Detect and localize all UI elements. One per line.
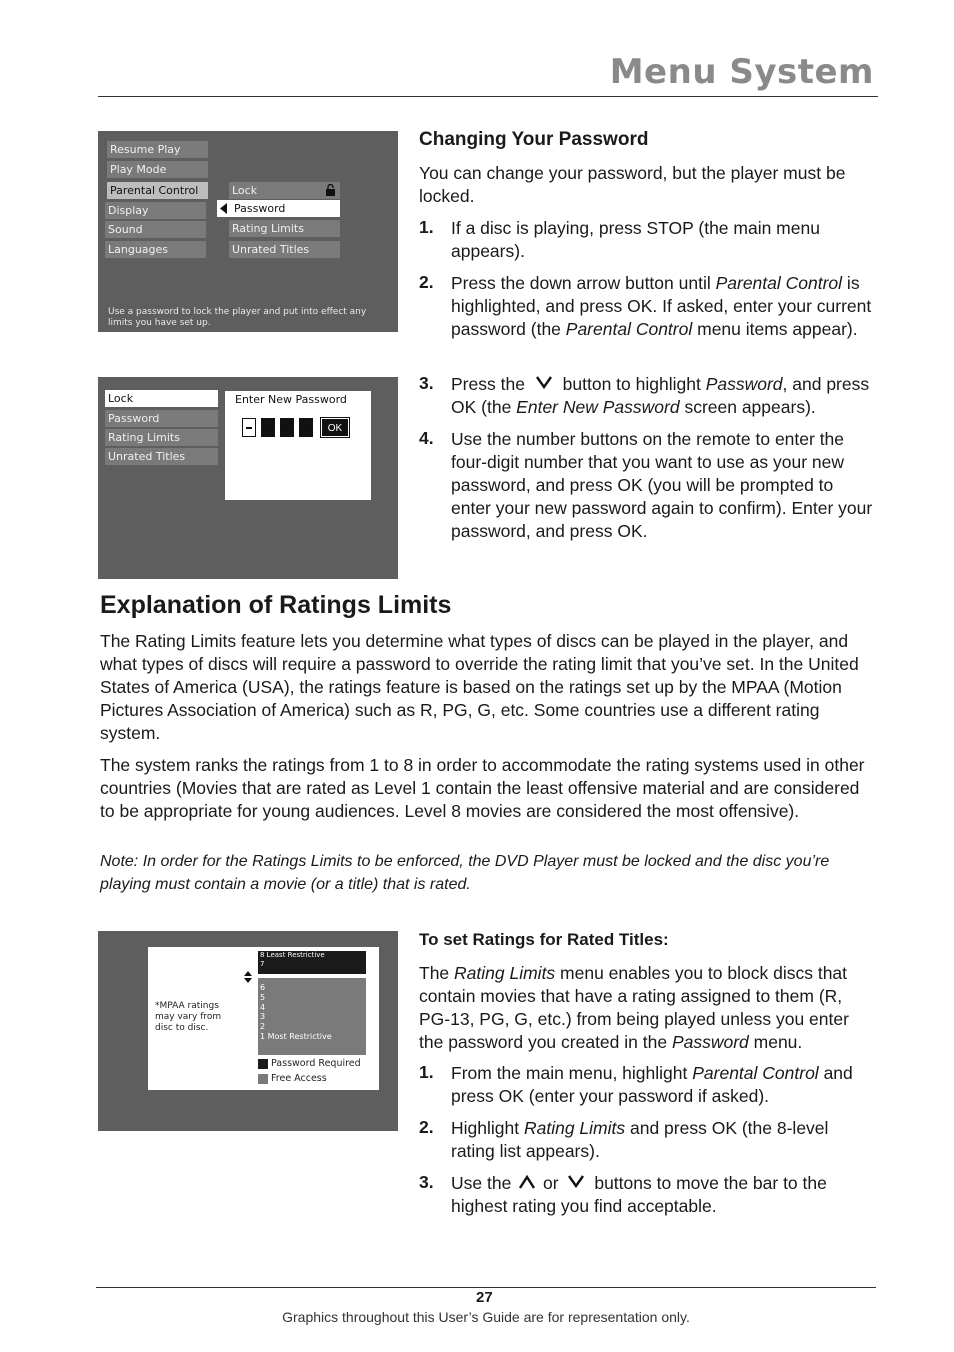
footer-rule (96, 1287, 876, 1288)
header-rule (98, 96, 878, 97)
rating-level-3: 3 (260, 1012, 266, 1022)
legend-free-access: Free Access (271, 1073, 327, 1084)
step-text: Use the number buttons on the remote to enter the four-digit number that you want to use as your new password, and press OK (you will be prompted to enter your new password again to confirm). Enter your password, and press OK. (451, 429, 873, 541)
parental-control-screen (98, 131, 398, 332)
menu-item-password: Password (105, 410, 218, 427)
intro-paragraph: You can change your password, but the player must be locked. (419, 163, 846, 206)
submenu-item-password: Password (217, 200, 340, 217)
digit-slot-1 (242, 418, 256, 437)
section-heading-ratings-limits: Explanation of Ratings Limits (100, 591, 452, 619)
screen-help-text: Use a password to lock the player and put into effect any limits you have set up. (108, 307, 367, 328)
ratings-paragraph-2: The system ranks the ratings from 1 to 8 in order to accommodate the rating systems used in other countries (Movies that are rated as Level 1 contain the least offensive material and are considered to be appropriate for young audiences. Level 8 movies are considered the most offensive). (100, 755, 865, 821)
up-arrow-icon (516, 1175, 538, 1189)
password-digits (242, 418, 352, 437)
down-arrow-icon (530, 376, 558, 390)
page-title: Menu System (609, 52, 874, 92)
section-heading-changing-password: Changing Your Password (419, 129, 649, 150)
step-text: If a disc is playing, press STOP (the main menu appears). (451, 218, 820, 261)
menu-item-lock: Lock (105, 390, 218, 407)
rating-level-7: 7 (260, 960, 265, 968)
menu-item-resume-play: Resume Play (107, 141, 208, 158)
submenu-item-lock: Lock (229, 182, 340, 199)
menu-item-unrated-titles: Unrated Titles (105, 448, 218, 465)
menu-item-display: Display (105, 202, 206, 219)
rating-limits-screen (98, 931, 398, 1131)
step-number: 2. (419, 272, 434, 292)
step-number: 4. (419, 428, 434, 448)
rating-list-top (258, 951, 366, 974)
menu-item-languages: Languages (105, 241, 206, 258)
password-prompt: Enter New Password (235, 393, 347, 406)
rating-level-2: 2 (260, 1022, 266, 1032)
step-number: 2. (419, 1117, 434, 1137)
step-text: Press the button to highlight Password, and press OK (the Enter New Password screen appears). (451, 374, 870, 417)
ratings-paragraph-1: The Rating Limits feature lets you determine what types of discs can be played in the player, and what types of discs will require a password to override the rating limit that you’ve set. In the United States of America (USA), the ratings feature is based on the ratings set up by the MPAA (Motion Pictures Association of America) such as R, PG, G, etc. Some countries use a different rating system. (100, 631, 859, 743)
menu-item-play-mode: Play Mode (107, 161, 208, 178)
menu-item-parental-control: Parental Control (107, 182, 208, 199)
rating-level-6: 6 (260, 983, 266, 992)
digit-slot-3 (280, 418, 294, 437)
up-down-arrows-icon (244, 971, 252, 983)
step-text: From the main menu, highlight Parental Control and press OK (enter your password if asked). (451, 1063, 853, 1106)
step-text: Highlight Rating Limits and press OK (the 8-level rating list appears). (451, 1118, 829, 1161)
step-text: Use the or buttons to move the bar to the highest rating you find acceptable. (451, 1173, 827, 1216)
menu-item-sound: Sound (105, 221, 206, 238)
ok-button: OK (321, 418, 349, 437)
ratings-note: Note: In order for the Ratings Limits to be enforced, the DVD Player must be locked and the disc you’re playing must contain a movie (or a title) that is rated. (100, 853, 830, 893)
submenu-item-unrated-titles: Unrated Titles (229, 241, 340, 258)
password-required-swatch (258, 1059, 268, 1069)
step-text: Press the down arrow button until Parental Control is highlighted, and press OK. If asked, enter your current password (the Parental Control menu items appear). (451, 273, 872, 339)
step-number: 1. (419, 217, 434, 237)
set-ratings-intro: The Rating Limits menu enables you to block discs that contain movies that have a rating assigned to them (R, PG-13, PG, G, etc.) from being played unless you enter the password you created in the Password menu. (419, 963, 849, 1052)
rating-level-4: 4 (260, 1002, 266, 1012)
submenu-item-rating-limits: Rating Limits (229, 220, 340, 237)
lock-icon (326, 184, 335, 196)
step-number: 3. (419, 373, 434, 393)
menu-item-rating-limits: Rating Limits (105, 429, 218, 446)
enter-password-screen (98, 377, 398, 579)
rating-level-8: 8 Least Restrictive (260, 951, 325, 959)
password-dialog (225, 391, 371, 500)
mpaa-note: *MPAA ratings may vary from disc to disc. (155, 1001, 222, 1033)
rating-list-bottom (258, 978, 366, 1055)
legend-password-required: Password Required (271, 1058, 361, 1069)
rating-dialog (148, 947, 379, 1090)
down-arrow-icon (563, 1175, 589, 1189)
arrow-left-icon (220, 203, 227, 214)
free-access-swatch (258, 1074, 268, 1084)
step-number: 3. (419, 1172, 434, 1192)
rating-level-5: 5 (260, 992, 266, 1002)
step-number: 1. (419, 1062, 434, 1082)
digit-slot-4 (299, 418, 313, 437)
rating-level-1: 1 Most Restrictive (260, 1031, 332, 1041)
digit-slot-2 (261, 418, 275, 437)
footer-note: Graphics throughout this User’s Guide are for representation only. (282, 1309, 690, 1325)
page-number: 27 (476, 1289, 493, 1306)
section-heading-set-ratings: To set Ratings for Rated Titles: (419, 930, 669, 949)
